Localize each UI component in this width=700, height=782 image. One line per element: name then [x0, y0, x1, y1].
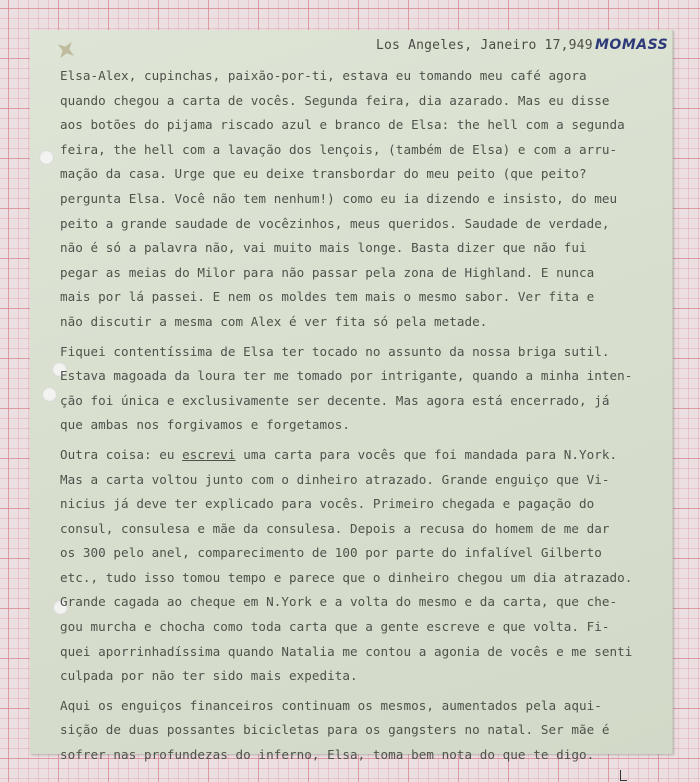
- text-line: não discutir a mesma com Alex é ver fita só pela metade.: [60, 313, 488, 329]
- text-line: feira, the hell com a lavação dos lençois, (também de Elsa) e com a arru-: [60, 141, 618, 157]
- text-line: pergunta Elsa. Você não tem nenhum!) como eu ia dizendo e insisto, do meu: [60, 190, 618, 206]
- text-line: etc., tudo isso tomou tempo e parece que o dinheiro chegou um dia atrazado.: [60, 569, 633, 585]
- text-line: mais por lá passei. E nem os moldes tem mais o mesmo sabor. Ver fita e: [60, 289, 595, 305]
- text-line: Aqui os enguiços financeiros continuam os mesmos, aumentados pela aqui-: [60, 697, 602, 713]
- letter-body: [60, 64, 664, 768]
- archive-stamp: MOMASS: [595, 37, 669, 53]
- text-line: peito a grande saudade de vocêzinhos, meus queridos. Saudade de verdade,: [60, 215, 610, 231]
- text-line: nicius já deve ter explicado para vocês. Primeiro chegada e pagação do: [60, 496, 595, 512]
- text-line: quando chegou a carta de vocês. Segunda feira, dia azarado. Mas eu disse: [60, 92, 610, 108]
- text-line: consul, consulesa e mãe da consulesa. Depois a recusa do homem de me dar: [60, 520, 610, 536]
- text-line: que ambas nos forgivamos e forgetamos.: [60, 417, 351, 433]
- text-line: pegar as meias do Milor para não passar pela zona de Highland. E nunca: [60, 264, 595, 280]
- dateline: Los Angeles, Janeiro 17,949.: [376, 38, 601, 53]
- text-line: culpada por não ter sido mais expedita.: [60, 668, 358, 684]
- text-line: Elsa-Alex, cupinchas, paixão-por-ti, estava eu tomando meu café agora: [60, 68, 587, 83]
- text-line: não é só a palavra não, vai muito mais longe. Basta dizer que não fui: [60, 240, 587, 256]
- text-line: sofrer nas profundezas do inferno, Elsa, toma bem nota do que te digo.: [60, 747, 595, 763]
- text-line: Estava magoada da loura ter me tomado por intrigante, quando a minha inten-: [60, 368, 633, 384]
- text-line: aos botões do pijama riscado azul e branco de Elsa: the hell com a segunda: [60, 117, 625, 133]
- text-line: os 300 pelo anel, comparecimento de 100 por parte do infalível Gilberto: [60, 545, 602, 561]
- text-line: sição de duas possantes bicicletas para os gangsters no natal. Ser mãe é: [60, 722, 610, 738]
- typed-letter-sheet: [30, 30, 673, 763]
- text-line: mação da casa. Urge que eu deixe transbordar do meu peito (que peito?: [60, 166, 587, 182]
- punch-hole: [42, 387, 57, 402]
- star-mark: [52, 36, 80, 64]
- corner-mark: [620, 770, 627, 781]
- text-line: Outra coisa: eu escrevi uma carta para vocês que foi mandada para N.York.: [60, 446, 618, 462]
- text-line: Grande cagada ao cheque em N.York e a volta do mesmo e da carta, que che-: [60, 594, 618, 610]
- underlined-word: escrevi: [182, 446, 236, 462]
- text-line: ção foi única e exclusivamente ser decente. Mas agora está encerrado, já: [60, 392, 610, 408]
- text-line: Fiquei contentíssima de Elsa ter tocado no assunto da nossa briga sutil.: [60, 343, 610, 359]
- text-line: gou murcha e chocha como toda carta que a gente escreve e que volta. Fi-: [60, 619, 610, 635]
- punch-hole: [39, 150, 54, 165]
- text-line: Mas a carta voltou junto com o dinheiro atrazado. Grande enguiço que Vi-: [60, 471, 610, 487]
- text-line: quei aporrinhadíssima quando Natalia me contou a agonia de vocês e me senti: [60, 643, 633, 659]
